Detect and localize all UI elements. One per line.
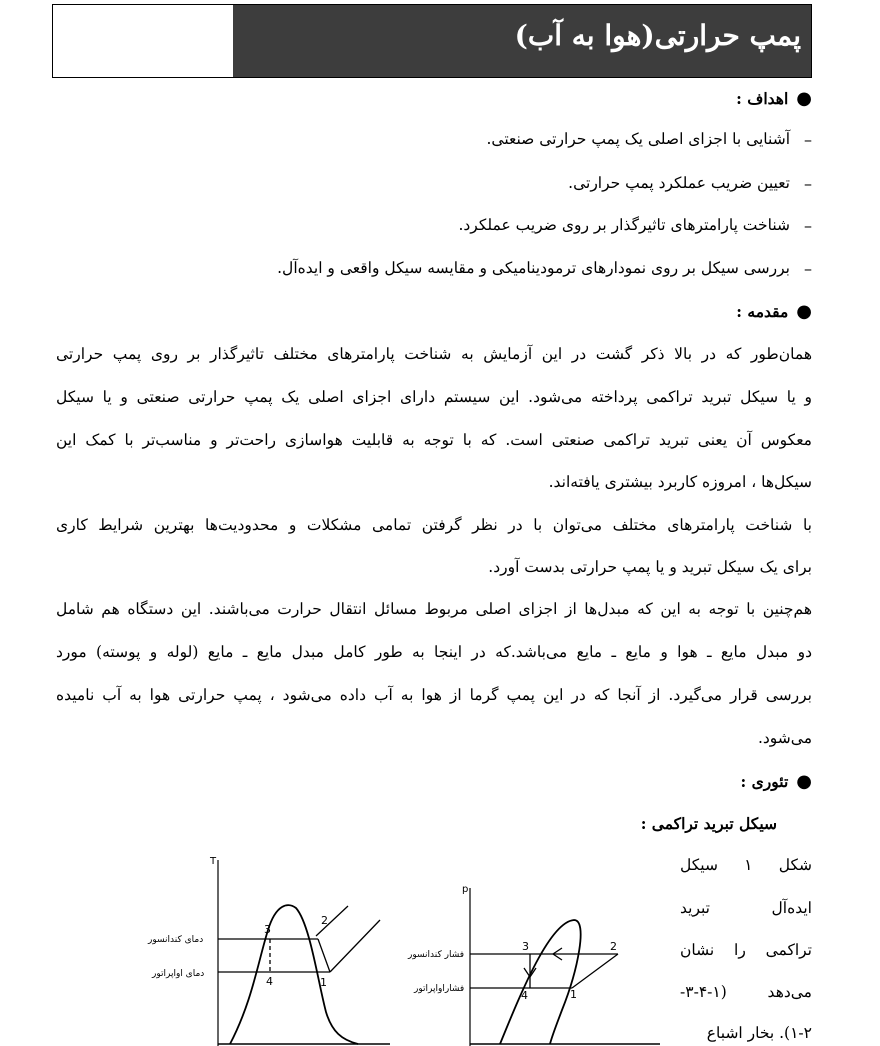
intro-line: همان‌طور که در بالا ذکر گشت در این آزمایش به شناخت پارامترهای مختلف تاثیرگذار بر روی پمپ حرارتی bbox=[56, 345, 812, 363]
ts-point-label: 3 bbox=[264, 923, 271, 936]
ts-point-label: 4 bbox=[266, 975, 273, 988]
ts-evaporator-label: دمای اواپراتور bbox=[152, 969, 205, 979]
ph-compression-line bbox=[572, 954, 618, 988]
intro-line: با شناخت پارامترهای مختلف می‌توان با در نظر گرفتن تمامی مشکلات و محدودیت‌ها بهترین شرایط کاری bbox=[56, 516, 812, 534]
ts-saturation-dome bbox=[230, 905, 358, 1044]
dash-icon: – bbox=[804, 216, 812, 235]
ph-condenser-label: فشار کندانسور bbox=[408, 950, 465, 960]
ts-isobar-line bbox=[330, 920, 380, 972]
intro-line: و یا سیکل تبرید تراکمی پرداخته می‌شود. این سیستم دارای اجزای اصلی یک پمپ حرارتی صنعتی و یا سیکل bbox=[56, 388, 812, 406]
theory-side-line: می‌دهد (۱-۴-۳- bbox=[680, 983, 812, 1001]
title-banner-dark bbox=[233, 5, 811, 77]
intro-line: بررسی قرار می‌گیرد. از آنجا که در این پمپ گرما از هوا به آب داده می‌شود ، پمپ حرارتی هوا به آب نامیده bbox=[56, 686, 812, 704]
dash-icon: – bbox=[804, 174, 812, 193]
goal-item: آشنایی با اجزای اصلی یک پمپ حرارتی صنعتی. bbox=[486, 130, 790, 148]
ph-point-label: 1 bbox=[570, 988, 577, 1001]
ts-condenser-label: دمای کندانسور bbox=[148, 935, 204, 945]
bullet-icon: ● bbox=[796, 771, 812, 792]
ph-point-label: 4 bbox=[521, 989, 528, 1002]
ph-point-label: 3 bbox=[522, 940, 529, 953]
dash-icon: – bbox=[804, 130, 812, 149]
intro-line: برای یک سیکل تبرید و یا پمپ حرارتی بدست آورد. bbox=[488, 558, 812, 576]
dash-icon: – bbox=[804, 259, 812, 278]
theory-subheading: سیکل تبرید تراکمی : bbox=[640, 814, 777, 833]
ph-evaporator-label: فشاراواپراتور bbox=[414, 984, 465, 994]
bullet-icon: ● bbox=[796, 301, 812, 322]
ph-diagram bbox=[400, 880, 660, 1046]
theory-side-line: تراکمی را نشان bbox=[680, 941, 812, 959]
intro-line: سیکل‌ها ، امروزه کاربرد بیشتری یافته‌اند. bbox=[548, 473, 812, 491]
theory-side-line: شکل ۱ سیکل bbox=[680, 856, 812, 874]
goal-item: شناخت پارامترهای تاثیرگذار بر روی ضریب عملکرد. bbox=[458, 216, 790, 234]
ts-point-label: 1 bbox=[320, 976, 327, 989]
goal-item: تعیین ضریب عملکرد پمپ حرارتی. bbox=[568, 174, 790, 192]
ph-axis-label: p bbox=[462, 884, 469, 895]
ts-diagram bbox=[140, 852, 400, 1046]
theory-side-line: ۱-۲). بخار اشباع bbox=[706, 1024, 812, 1042]
ph-point-label: 2 bbox=[610, 940, 617, 953]
goal-item: بررسی سیکل بر روی نمودارهای ترمودینامیکی و مقایسه سیکل واقعی و ایده‌آل. bbox=[277, 259, 790, 277]
goals-heading: ●اهداف : bbox=[736, 88, 812, 109]
page-title: پمپ حرارتی(هوا به آب) bbox=[514, 19, 801, 52]
title-banner bbox=[52, 4, 812, 78]
ph-saturation-dome bbox=[500, 920, 581, 1044]
ts-axis-label: T bbox=[210, 856, 217, 867]
bullet-icon: ● bbox=[796, 88, 812, 109]
intro-line: هم‌چنین با توجه به این که مبدل‌ها از اجزای اصلی مربوط مسائل انتقال حرارت می‌باشند. این دستگاه هم شامل bbox=[56, 600, 812, 618]
ts-compression-line bbox=[318, 939, 330, 972]
theory-side-line: ایده‌آل تبرید bbox=[680, 899, 812, 917]
theory-heading: ●تئوری : bbox=[740, 771, 812, 792]
ts-point-label: 2 bbox=[321, 914, 328, 927]
intro-line: معکوس آن یعنی تبرید تراکمی صنعتی است. که با توجه به قابلیت هواسازی راحت‌تر و مناسب‌تر با کمک این bbox=[56, 431, 812, 449]
intro-line: دو مبدل مایع ـ هوا و مایع ـ مایع می‌باشد.که در اینجا به طور کامل مبدل مایع ـ مایع (لوله و پوسته) مورد bbox=[56, 643, 812, 661]
intro-line: می‌شود. bbox=[757, 729, 812, 747]
intro-heading: ●مقدمه : bbox=[736, 301, 812, 322]
